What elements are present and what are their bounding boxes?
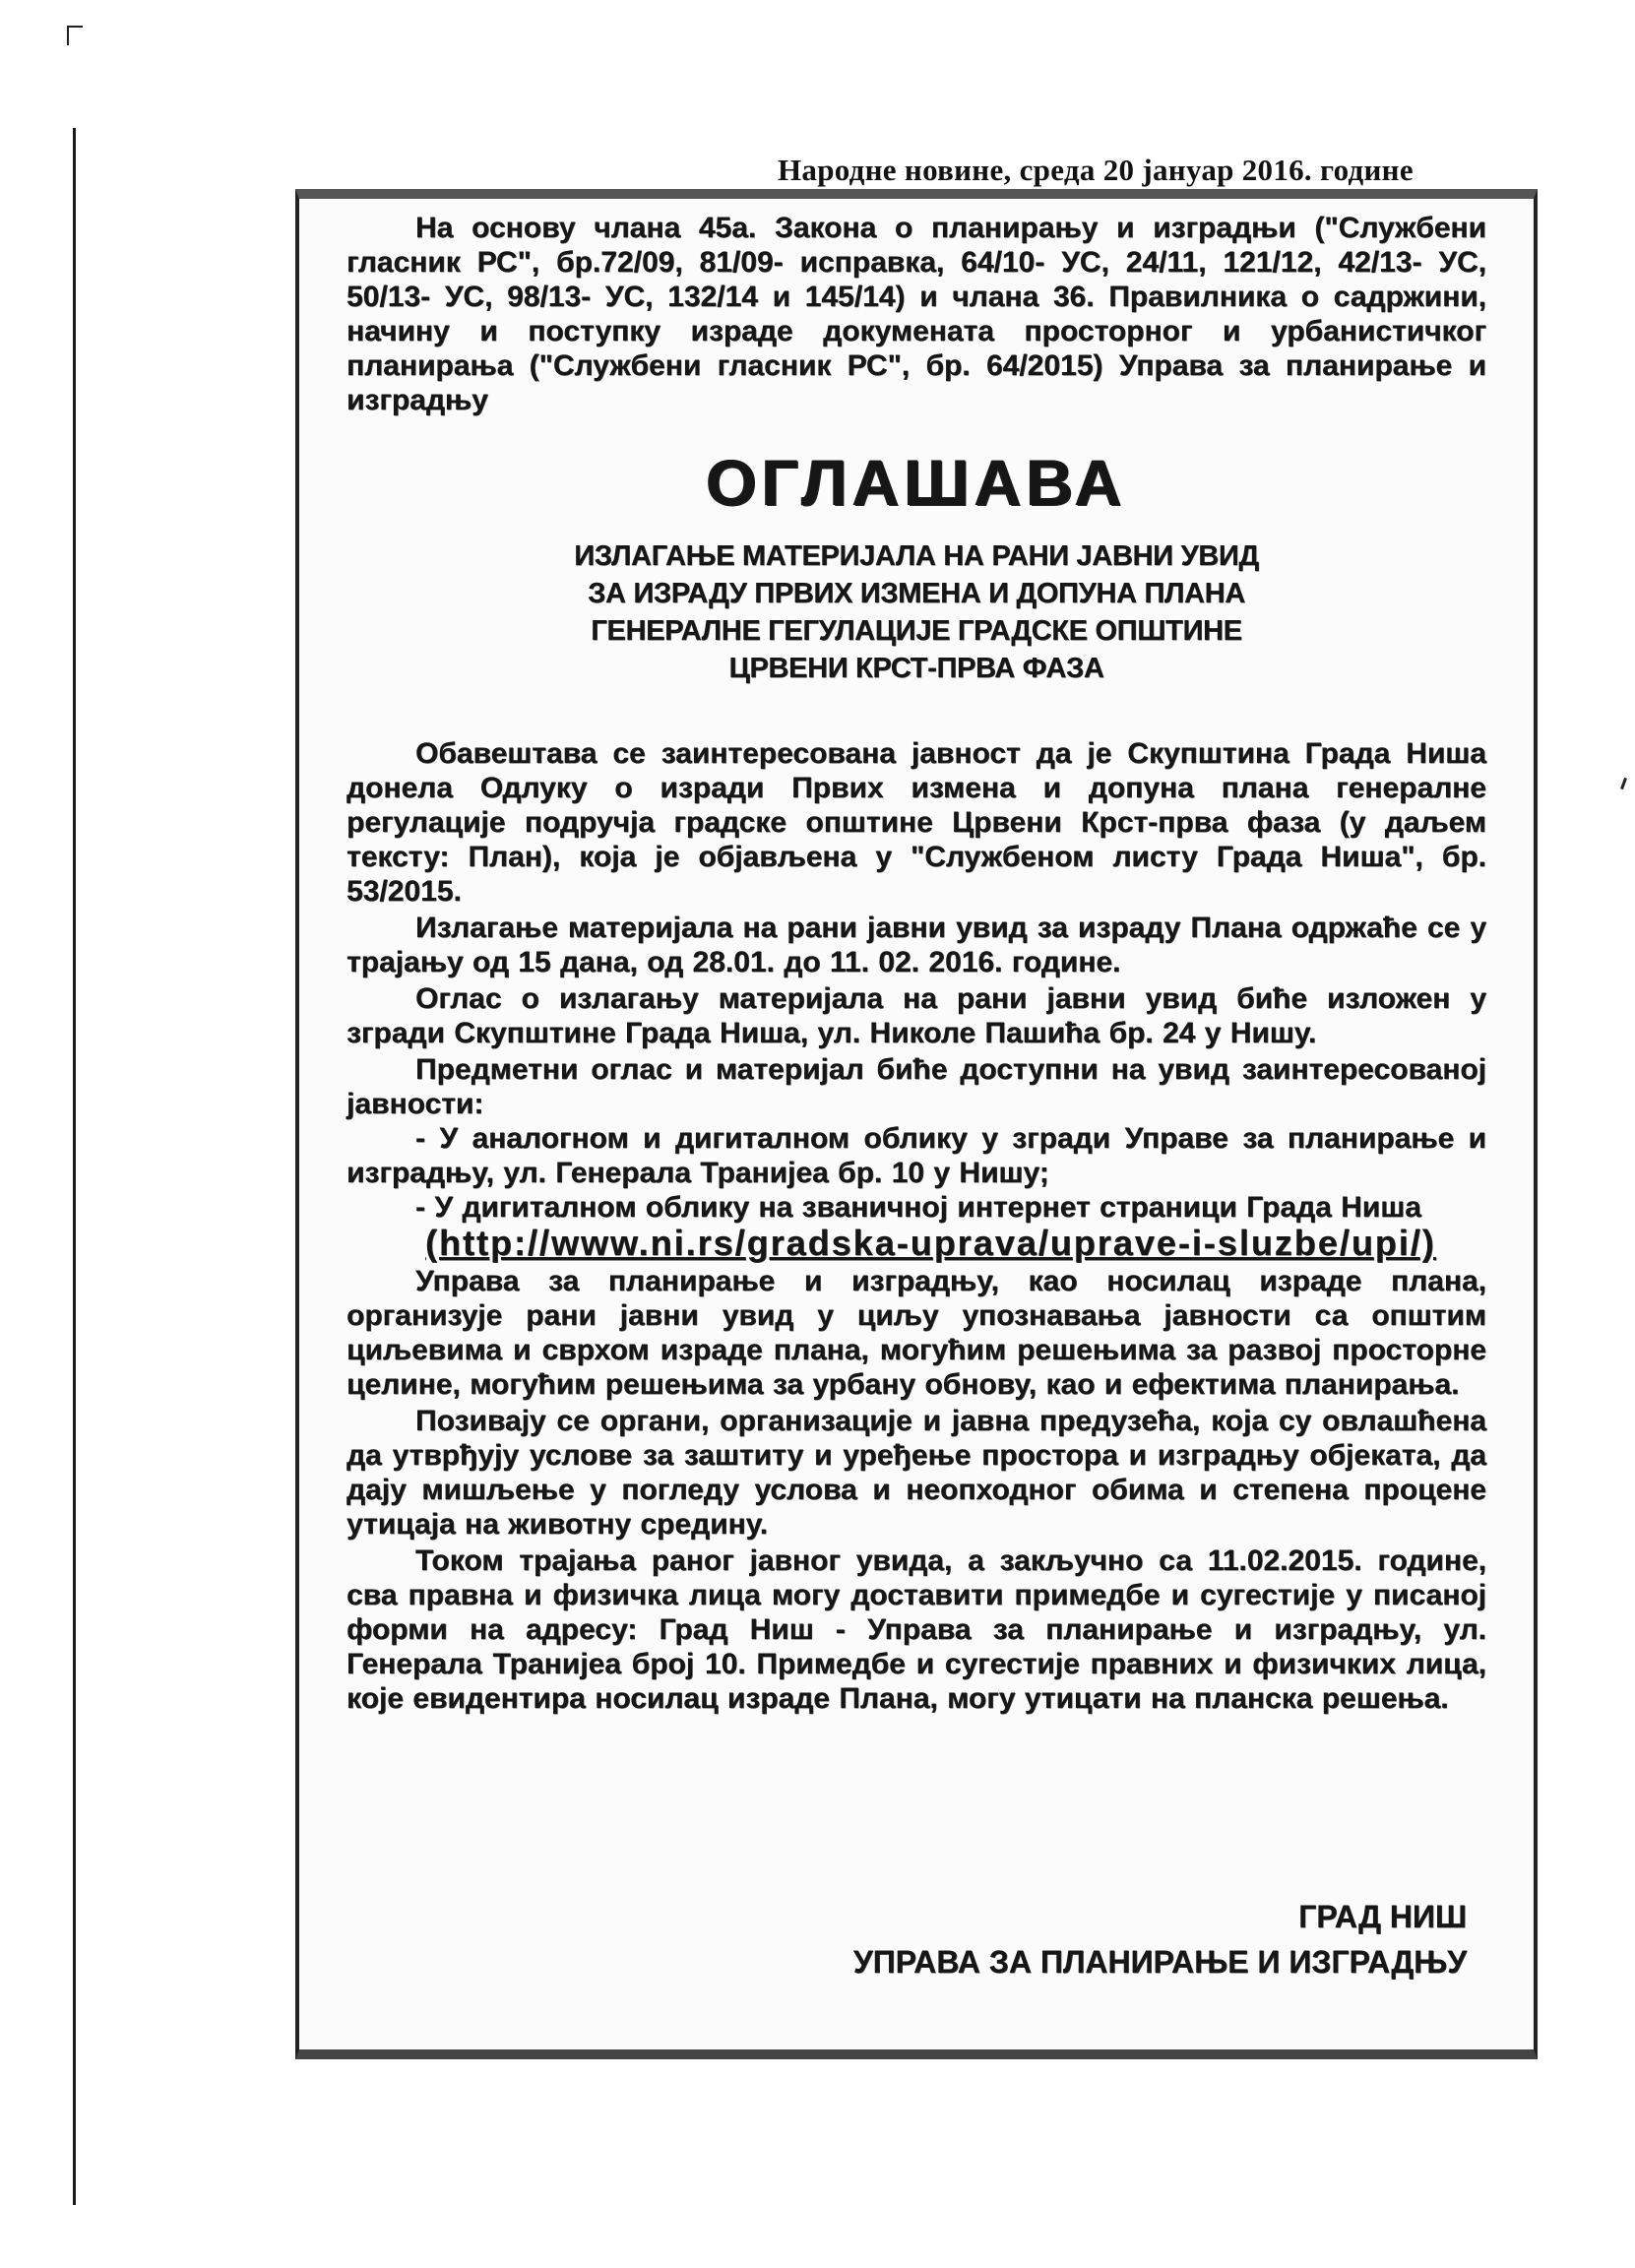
notice-title: ОГЛАШАВА bbox=[706, 446, 1127, 519]
body-paragraph: Обавештава се заинтересована јавност да је Скупштина Града Ниша донела Одлуку о изради Првих измена и допуна плана генералне регулације подручја градске општине Црвени Крст-прва фаза (у даљем тексту: План), која је објављена у "Службеном листу Града Ниша", бр. 53/2015. bbox=[346, 737, 1486, 908]
subtitle-line: ИЗЛАГАЊЕ МАТЕРИЈАЛА НА РАНИ ЈАВНИ УВИД bbox=[574, 540, 1259, 572]
clipping-content bbox=[346, 211, 1486, 2030]
body-list-item: - У дигиталном облику на званичној интернет страници Града Ниша bbox=[415, 1191, 1421, 1224]
publication-header: Народне новине, среда 20 јануар 2016. године bbox=[778, 153, 1414, 187]
subtitle-line: ЦРВЕНИ КРСТ-ПРВА ФАЗА bbox=[728, 653, 1104, 684]
subtitle-line: ГЕНЕРАЛНЕ ГЕГУЛАЦИЈЕ ГРАДСКЕ ОПШТИНЕ bbox=[591, 615, 1242, 647]
signature-block bbox=[853, 1894, 1467, 1984]
scan-corner-mark bbox=[67, 26, 83, 45]
scan-stray-mark bbox=[1620, 778, 1627, 789]
body-paragraph: Предметни оглас и материјал биће доступни на увид заинтересованој јавности: bbox=[346, 1053, 1486, 1120]
website-link[interactable]: (http://www.ni.rs/gradska-uprava/uprave-i-sluzbe/upi/) bbox=[425, 1223, 1436, 1263]
intro-paragraph: На основу члана 45а. Закона о планирању и изградњи ("Службени гласник РС", бр.72/09, 81/09- исправка, 64/10- УС, 24/11, 121/12, 42/13- УС, 50/13- УС, 98/13- УС, 132/14 и 145/14) и члана 36. Правилника о садржини, начину и поступку израде докумената просторног и урбанистичког планирања ("Службени гласник РС", бр. 64/2015) Управа за планирање и изградњу bbox=[346, 212, 1486, 416]
signature-line: УПРАВА ЗА ПЛАНИРАЊЕ И ИЗГРАДЊУ bbox=[852, 1944, 1467, 1980]
body-list-item: - У аналогном и дигиталном облику у згради Управе за планирање и изградњу, ул. Генерала Транијеа бр. 10 у Нишу; bbox=[346, 1122, 1486, 1189]
signature-line: ГРАД НИШ bbox=[1298, 1899, 1467, 1934]
body-paragraph: Управа за планирање и изградњу, као носилац израде плана, организује рани јавни увид у циљу упознавања јавности са општим циљевима и сврхом израде плана, могућим решењима за развој просторне целине, могућим решењима за урбану обнову, као и ефектима планирања. bbox=[346, 1265, 1486, 1401]
body-paragraph: Излагање материјала на рани јавни увид за израду Плана одржаће се у трајању од 15 дана, од 28.01. до 11. 02. 2016. године. bbox=[346, 912, 1486, 978]
scan-edge-line bbox=[73, 128, 76, 2205]
notice-subtitle bbox=[346, 537, 1486, 687]
newspaper-clipping bbox=[295, 189, 1538, 2059]
subtitle-line: ЗА ИЗРАДУ ПРВИХ ИЗМЕНА И ДОПУНА ПЛАНА bbox=[588, 578, 1245, 609]
body-paragraph: Позивају се органи, организације и јавна предузећа, која су овлашћена да утврђују услове за заштиту и уређење простора и изградњу објеката, да дају мишљење у погледу услова и неопходног обима и степена процене утицаја на животну средину. bbox=[346, 1405, 1486, 1541]
body-paragraph: Оглас о излагању материјала на рани јавни увид биће изложен у згради Скупштине Града Ниша, ул. Николе Пашића бр. 24 у Нишу. bbox=[346, 982, 1486, 1049]
body-paragraph: Током трајања раног јавног увида, а закључно са 11.02.2015. године, сва правна и физичка лица могу доставити примедбе и сугестије у писаној форми на адресу: Град Ниш - Управа за планирање и изградњу, ул. Генерала Транијеа број 10. Примедбе и сугестије правних и физичких лица, које евидентира носилац израде Плана, могу утицати на планска решења. bbox=[346, 1544, 1486, 1715]
